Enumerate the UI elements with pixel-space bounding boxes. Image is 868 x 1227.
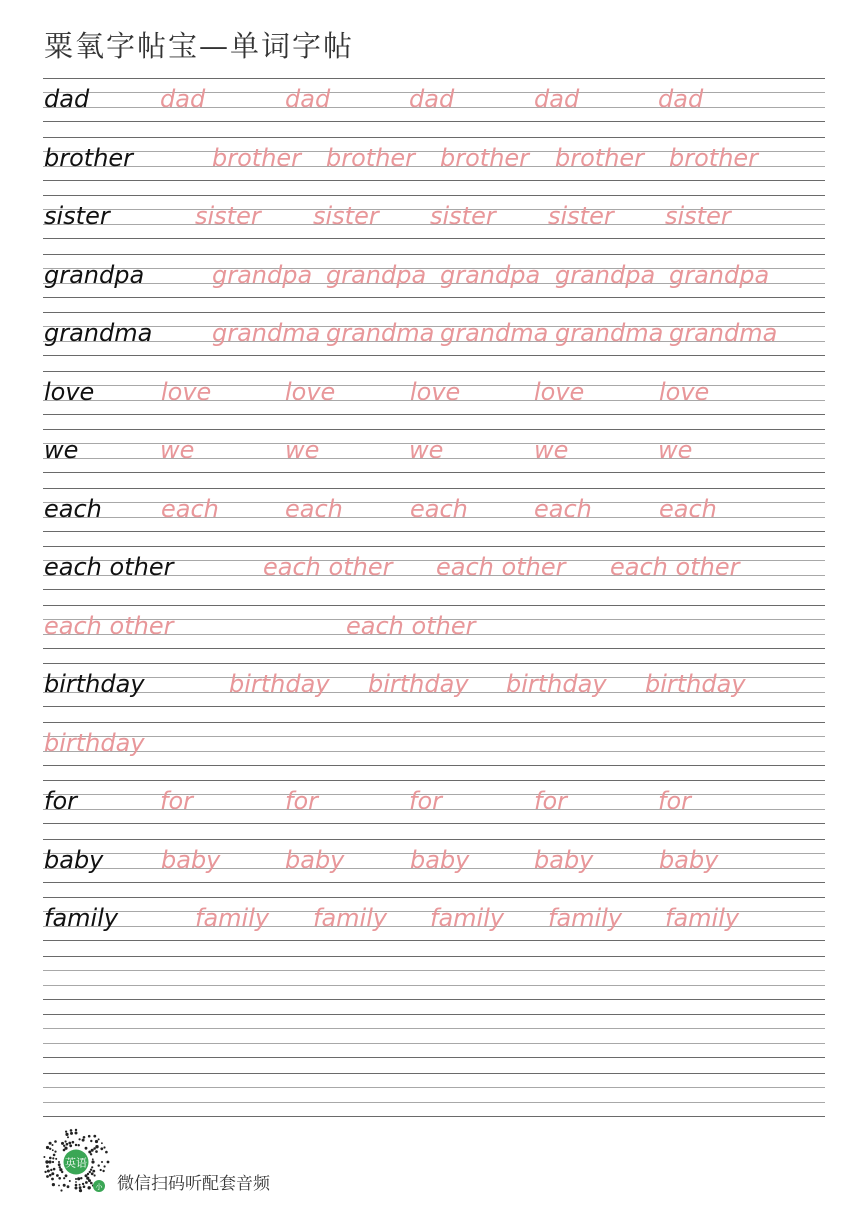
- qr-code-icon: [40, 1126, 112, 1198]
- ruled-line: [43, 488, 825, 489]
- trace-word: sister: [548, 202, 614, 230]
- ruled-line: [43, 956, 825, 957]
- audio-caption: 微信扫码听配套音频: [117, 1174, 270, 1194]
- trace-word: baby: [161, 846, 221, 874]
- trace-word: sister: [665, 202, 731, 230]
- trace-word: for: [658, 787, 691, 815]
- trace-word: we: [160, 436, 195, 464]
- ruled-line: [43, 823, 825, 824]
- vocab-word: grandma: [44, 319, 153, 347]
- trace-word: each other: [346, 612, 476, 640]
- trace-word: family: [313, 904, 388, 932]
- ruled-line: [43, 414, 825, 415]
- ruled-line: [43, 970, 825, 971]
- ruled-line: [43, 1116, 825, 1117]
- trace-word: grandpa: [326, 261, 427, 289]
- trace-word: sister: [313, 202, 379, 230]
- trace-word: birthday: [229, 670, 330, 698]
- trace-word: birthday: [506, 670, 607, 698]
- vocab-word: we: [44, 436, 79, 464]
- trace-word: dad: [658, 85, 704, 113]
- vocab-word: baby: [44, 846, 104, 874]
- trace-word: each other: [610, 553, 740, 581]
- ruled-line: [43, 121, 825, 122]
- practice-row: [43, 605, 825, 649]
- trace-word: dad: [409, 85, 455, 113]
- ruled-line: [43, 1028, 825, 1029]
- trace-word: we: [285, 436, 320, 464]
- trace-word: brother: [212, 144, 302, 172]
- ruled-line: [43, 605, 825, 606]
- trace-word: each other: [436, 553, 566, 581]
- trace-word: brother: [440, 144, 530, 172]
- ruled-line: [43, 254, 825, 255]
- trace-word: sister: [430, 202, 496, 230]
- practice-row: [43, 956, 825, 1000]
- practice-row: [43, 312, 825, 356]
- trace-word: birthday: [645, 670, 746, 698]
- vocab-word: for: [44, 787, 77, 815]
- qr-badge-label: 英语: [65, 1156, 87, 1170]
- ruled-line: [43, 780, 825, 781]
- ruled-line: [43, 999, 825, 1000]
- trace-word: baby: [410, 846, 470, 874]
- trace-word: love: [161, 378, 212, 406]
- trace-word: love: [410, 378, 461, 406]
- trace-word: baby: [285, 846, 345, 874]
- trace-word: brother: [669, 144, 759, 172]
- ruled-line: [43, 546, 825, 547]
- ruled-line: [43, 1073, 825, 1074]
- trace-word: we: [534, 436, 569, 464]
- ruled-line: [43, 663, 825, 664]
- ruled-line: [43, 839, 825, 840]
- ruled-line: [43, 882, 825, 883]
- trace-word: family: [665, 904, 740, 932]
- ruled-line: [43, 137, 825, 138]
- practice-row: [43, 1014, 825, 1058]
- ruled-line: [43, 355, 825, 356]
- ruled-line: [43, 706, 825, 707]
- trace-word: brother: [326, 144, 416, 172]
- practice-row: [43, 78, 825, 122]
- ruled-line: [43, 238, 825, 239]
- ruled-line: [43, 765, 825, 766]
- practice-row: [43, 371, 825, 415]
- trace-word: each: [161, 495, 219, 523]
- trace-word: grandma: [669, 319, 778, 347]
- ruled-line: [43, 297, 825, 298]
- ruled-line: [43, 940, 825, 941]
- ruled-line: [43, 589, 825, 590]
- practice-row: [43, 546, 825, 590]
- practice-row: [43, 137, 825, 181]
- ruled-line: [43, 78, 825, 79]
- trace-word: grandpa: [440, 261, 541, 289]
- trace-word: birthday: [44, 729, 145, 757]
- trace-word: love: [659, 378, 710, 406]
- practice-row: [43, 722, 825, 766]
- practice-row: [43, 195, 825, 239]
- trace-word: family: [548, 904, 623, 932]
- ruled-line: [43, 1057, 825, 1058]
- ruled-line: [43, 312, 825, 313]
- trace-word: each other: [44, 612, 174, 640]
- page-title: 粟氧字帖宝—单词字帖: [44, 29, 355, 63]
- practice-row: [43, 1073, 825, 1117]
- trace-word: for: [534, 787, 567, 815]
- trace-word: grandma: [555, 319, 664, 347]
- trace-word: each other: [263, 553, 393, 581]
- vocab-word: each: [44, 495, 102, 523]
- trace-word: love: [534, 378, 585, 406]
- practice-row: [43, 780, 825, 824]
- trace-word: for: [285, 787, 318, 815]
- ruled-line: [43, 472, 825, 473]
- trace-word: baby: [534, 846, 594, 874]
- ruled-line: [43, 531, 825, 532]
- practice-row: [43, 897, 825, 941]
- trace-word: we: [658, 436, 693, 464]
- practice-row: [43, 663, 825, 707]
- trace-word: family: [195, 904, 270, 932]
- ruled-line: [43, 648, 825, 649]
- trace-word: grandma: [326, 319, 435, 347]
- ruled-line: [43, 736, 825, 737]
- trace-word: birthday: [368, 670, 469, 698]
- ruled-line: [43, 195, 825, 196]
- vocab-word: birthday: [44, 670, 145, 698]
- ruled-line: [43, 1087, 825, 1088]
- trace-word: family: [430, 904, 505, 932]
- practice-sheet: [43, 78, 825, 1118]
- trace-word: dad: [160, 85, 206, 113]
- trace-word: sister: [195, 202, 261, 230]
- trace-word: for: [409, 787, 442, 815]
- trace-word: grandpa: [555, 261, 656, 289]
- vocab-word: family: [44, 904, 119, 932]
- trace-word: dad: [285, 85, 331, 113]
- ruled-line: [43, 1043, 825, 1044]
- trace-word: dad: [534, 85, 580, 113]
- trace-word: baby: [659, 846, 719, 874]
- trace-word: each: [285, 495, 343, 523]
- vocab-word: sister: [44, 202, 110, 230]
- vocab-word: grandpa: [44, 261, 145, 289]
- qr-code[interactable]: [40, 1126, 112, 1198]
- ruled-line: [43, 180, 825, 181]
- vocab-word: brother: [44, 144, 134, 172]
- ruled-line: [43, 722, 825, 723]
- ruled-line: [43, 1102, 825, 1103]
- trace-word: grandpa: [212, 261, 313, 289]
- trace-word: brother: [555, 144, 645, 172]
- trace-word: each: [410, 495, 468, 523]
- trace-word: for: [160, 787, 193, 815]
- trace-word: love: [285, 378, 336, 406]
- ruled-line: [43, 429, 825, 430]
- trace-word: grandma: [440, 319, 549, 347]
- vocab-word: each other: [44, 553, 174, 581]
- practice-row: [43, 429, 825, 473]
- ruled-line: [43, 897, 825, 898]
- trace-word: each: [534, 495, 592, 523]
- trace-word: each: [659, 495, 717, 523]
- practice-row: [43, 839, 825, 883]
- practice-row: [43, 488, 825, 532]
- ruled-line: [43, 751, 825, 752]
- ruled-line: [43, 1014, 825, 1015]
- practice-row: [43, 254, 825, 298]
- trace-word: we: [409, 436, 444, 464]
- ruled-line: [43, 985, 825, 986]
- trace-word: grandpa: [669, 261, 770, 289]
- qr-corner-label: 小: [95, 1183, 103, 1191]
- trace-word: grandma: [212, 319, 321, 347]
- ruled-line: [43, 371, 825, 372]
- vocab-word: love: [44, 378, 95, 406]
- vocab-word: dad: [44, 85, 90, 113]
